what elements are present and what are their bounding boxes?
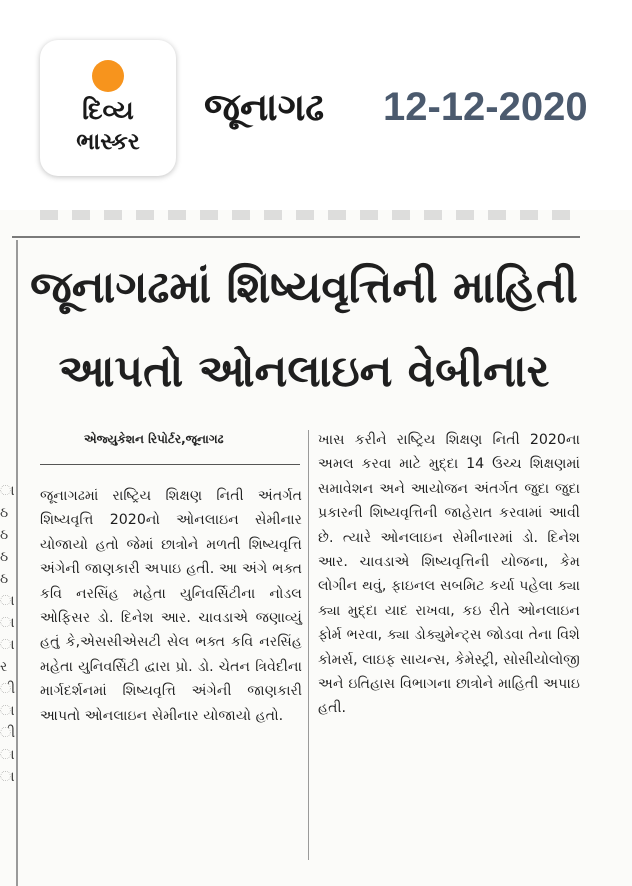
edge-glyph: ા	[0, 769, 15, 785]
edge-glyph: ા	[0, 615, 15, 631]
cut-adjacent-column	[0, 480, 16, 820]
edge-glyph: ઠ	[0, 505, 9, 521]
edge-glyph: ા	[0, 703, 15, 719]
top-rule	[12, 236, 580, 238]
headline-line2: આપતો ઓનલાઇન વેબીનાર	[58, 346, 550, 397]
logo-text-line1: દિવ્ય	[82, 96, 134, 126]
edge-glyph: ી	[0, 681, 16, 697]
publication-header	[0, 0, 632, 210]
edge-glyph: ઠ	[0, 549, 9, 565]
cut-previous-article	[40, 210, 580, 220]
edge-glyph: ી	[0, 725, 16, 741]
edition-city: જૂનાગઢ	[204, 85, 325, 129]
article-column-right: ખાસ કરીને રાષ્ટ્રિય શિક્ષણ નિતી 2020ના અમલ કરવા માટે મુદ્દા 14 ઉચ્ચ શિક્ષણમાં સમાવેશન અને આયોજન અંતર્ગત જુદા જુદા પ્રકારની શિષ્યવૃત્તિની જાહેરાત કરવામાં આવી છે. ત્યારે ઓનલાઇન સેમીનારમાં ડો. દિનેશ આર. ચાવડાએ શિષ્યવૃત્તિની યોજના, કેમ લોગીન થવું, ફાઇનલ સબમિટ કર્યા પહેલા ક્યા ક્યા મુદ્દા યાદ રાખવા, કઇ રીતે ઓનલાઇન ફોર્મ ભરવા, ક્યા ડોક્યુમેન્ટ્સ જોડવા તેના વિશે કોમર્સ, લાઇફ સાયન્સ, કેમેસ્ટ્રી, સોસીયોલોજી અને ઇતિહાસ વિભાગના છાત્રોને માહિતી અપાઇ હતી.	[318, 432, 580, 717]
edge-glyph: ા	[0, 637, 15, 653]
article-column-left: જૂનાગઢમાં રાષ્ટ્રિય શિક્ષણ નિતી અંતર્ગત શિષ્યવૃત્તિ 2020નો ઓનલાઇન સેમીનાર યોજાયો હતો જેમાં છાત્રોને મળતી શિષ્યવૃત્તિ અંગેની જાણકારી અપાઇ હતી. આ અંગે ભક્ત કવિ નરસિંહ મહેતા યુનિવર્સિટીના નોડલ ઓફિસર ડો. દિનેશ આર. ચાવડાએ જણાવ્યું હતું કે,એસસીએસટી સેલ ભક્ત કવિ નરસિંહ મહેતા યુનિવર્સિટી દ્વારા પ્રો. ડો. ચેતન ત્રિવેદીના માર્ગદર્શનમાં શિષ્યવૃત્તિ અંગેની જાણકારી આપતો ઓનલાઇન સેમીનાર યોજાયો હતો.	[40, 488, 302, 724]
edge-glyph: ા	[0, 747, 15, 763]
edge-glyph: ા	[0, 593, 15, 609]
edge-glyph: ા	[0, 483, 15, 499]
column-divider	[308, 430, 309, 860]
newspaper-clipping	[0, 210, 632, 886]
divya-bhaskar-logo	[40, 40, 176, 176]
headline-line1: જૂનાગઢમાં શિષ્યવૃત્તિની માહિતી	[30, 262, 578, 313]
edge-glyph: ઠ	[0, 527, 9, 543]
sun-icon	[92, 60, 124, 92]
byline-rule	[40, 464, 300, 465]
logo-text-line2: ભાસ્કર	[76, 129, 140, 155]
byline: એજ્યુકેશન રિપોર્ટર,જૂનાગઢ	[84, 432, 224, 446]
left-rule	[16, 240, 18, 886]
edition-date: 12-12-2020	[383, 85, 588, 129]
edge-glyph: ઠ	[0, 571, 9, 587]
edge-glyph: ર	[0, 659, 8, 675]
